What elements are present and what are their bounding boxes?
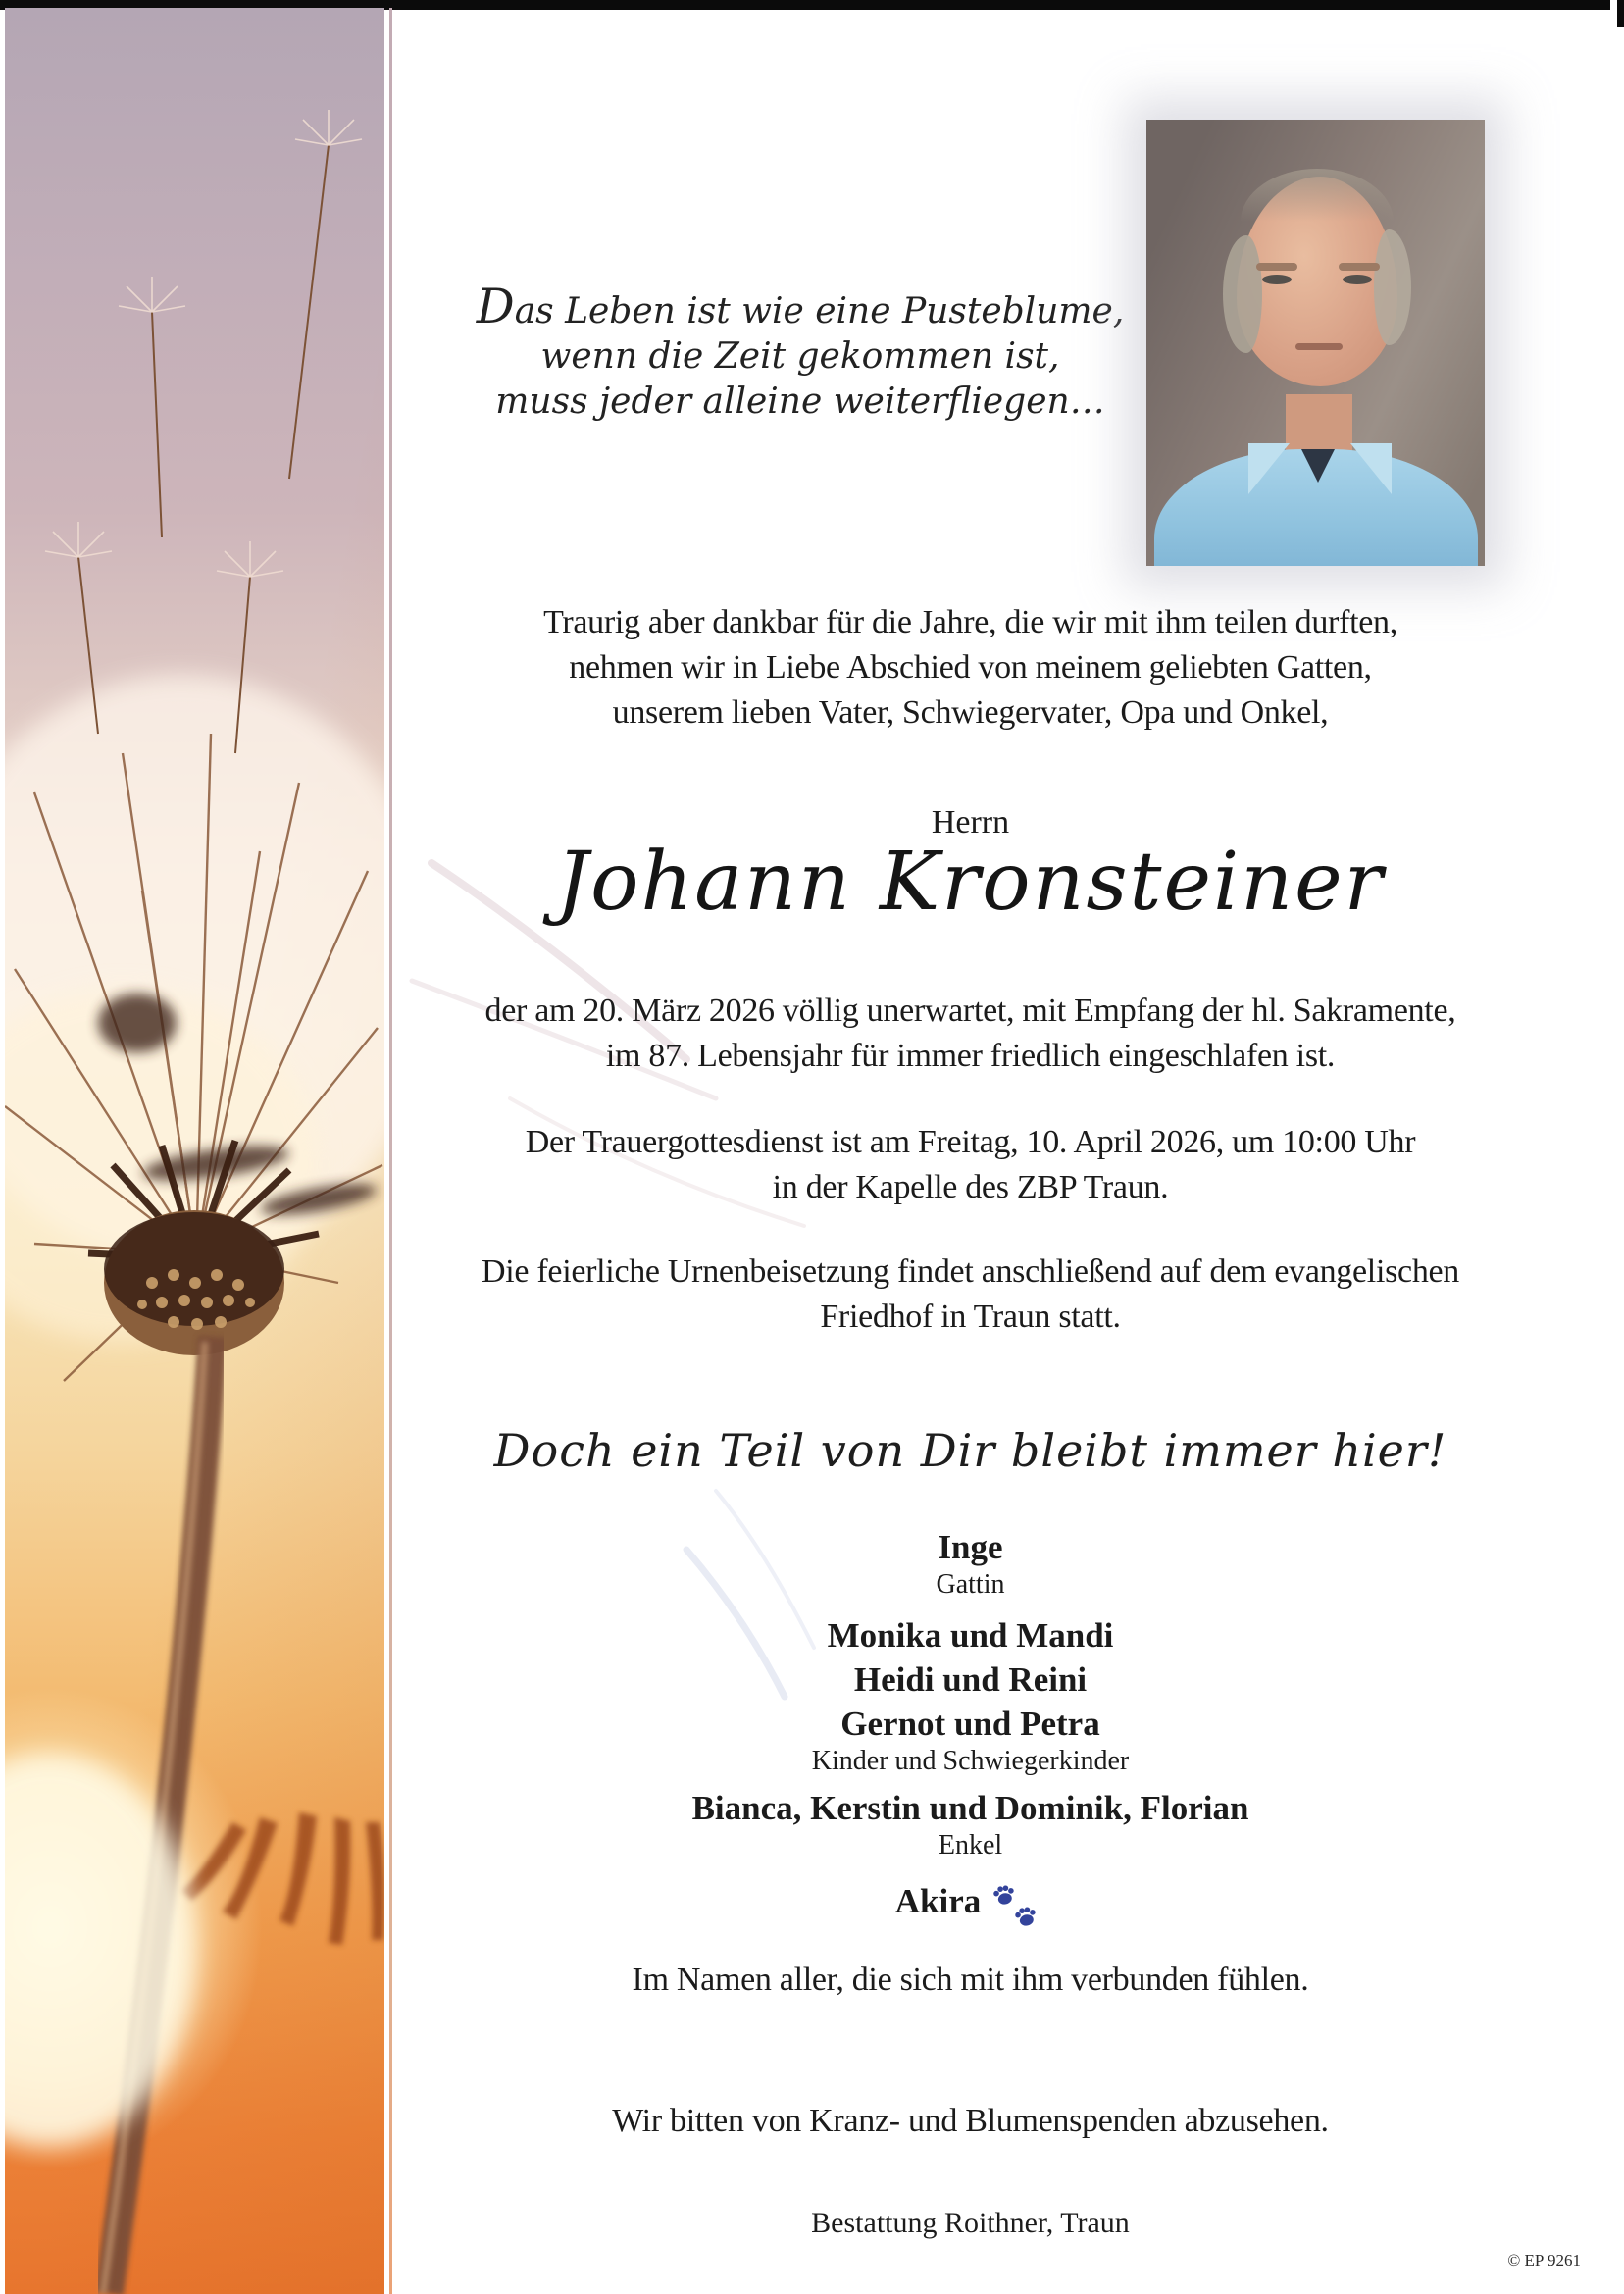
- service-line: in der Kapelle des ZBP Traun.: [772, 1169, 1169, 1205]
- service-line: Der Trauergottesdienst ist am Freitag, 10. April 2026, um 10:00 Uhr: [525, 1124, 1416, 1160]
- quote-line: Das Leben ist wie eine Pusteblume,: [476, 280, 1125, 334]
- opening-quote: [413, 280, 1188, 425]
- portrait-eye: [1343, 275, 1372, 284]
- mourner-children-line: Gernot und Petra: [840, 1705, 1100, 1743]
- intro-line: Traurig aber dankbar für die Jahre, die wir mit ihm teilen durften,: [543, 604, 1397, 640]
- portrait-brow: [1256, 263, 1297, 271]
- closing-line: Im Namen aller, die sich mit ihm verbunden fühlen.: [632, 1962, 1309, 1998]
- portrait-mouth: [1295, 343, 1343, 350]
- obituary-content: [393, 0, 1624, 2294]
- print-code: © EP 9261: [1507, 2251, 1581, 2269]
- mourner-pet-name: Akira: [894, 1882, 982, 1920]
- portrait-brow: [1339, 263, 1380, 271]
- mourner-children-line: Heidi und Reini: [853, 1660, 1088, 1699]
- salutation: Herrn: [931, 804, 1010, 841]
- quote-line: muss jeder alleine weiterfliegen…: [495, 382, 1105, 422]
- portrait-photo: [1146, 120, 1485, 566]
- intro-line: nehmen wir in Liebe Abschied von meinem geliebten Gatten,: [569, 649, 1372, 686]
- portrait-collar: [1248, 443, 1290, 494]
- portrait-collar: [1350, 443, 1392, 494]
- mourner-spouse-name: Inge: [938, 1528, 1003, 1566]
- deceased-name: Johann Kronsteiner: [556, 836, 1385, 929]
- dandelion-photo: [5, 8, 384, 2294]
- vertical-divider: [389, 8, 392, 2294]
- mourner-pet-row: [393, 1877, 1548, 1926]
- farewell-quote: Doch ein Teil von Dir bleibt immer hier!: [493, 1424, 1447, 1477]
- mourner-grandchildren-names: Bianca, Kerstin und Dominik, Florian: [691, 1789, 1249, 1827]
- portrait-eye: [1262, 275, 1292, 284]
- portrait-hair: [1241, 169, 1394, 222]
- death-notice-line: im 87. Lebensjahr für immer friedlich eingeschlafen ist.: [605, 1038, 1336, 1074]
- donation-request-line: Wir bitten von Kranz- und Blumenspenden abzusehen.: [612, 2103, 1329, 2139]
- death-notice-line: der am 20. März 2026 völlig unerwartet, mit Empfang der hl. Sakramente,: [484, 993, 1456, 1029]
- burial-line: Die feierliche Urnenbeisetzung findet anschließend auf dem evangelischen: [481, 1253, 1460, 1290]
- mourner-grandchildren-relation: Enkel: [938, 1830, 1003, 1861]
- paw-prints-icon: [990, 1883, 1045, 1932]
- portrait-collar-gap: [1301, 449, 1335, 483]
- mourner-spouse-relation: Gattin: [936, 1569, 1005, 1600]
- quote-line: wenn die Zeit gekommen ist,: [540, 336, 1060, 377]
- dandelion-illustration: [5, 8, 384, 2294]
- intro-line: unserem lieben Vater, Schwiegervater, Opa und Onkel,: [612, 694, 1329, 731]
- burial-line: Friedhof in Traun statt.: [820, 1299, 1121, 1335]
- mourner-children-relation: Kinder und Schwiegerkinder: [811, 1746, 1130, 1776]
- portrait-hair: [1374, 229, 1411, 345]
- portrait-hair: [1223, 235, 1262, 353]
- funeral-home: Bestattung Roithner, Traun: [811, 2207, 1130, 2239]
- mourner-children-line: Monika und Mandi: [827, 1616, 1114, 1655]
